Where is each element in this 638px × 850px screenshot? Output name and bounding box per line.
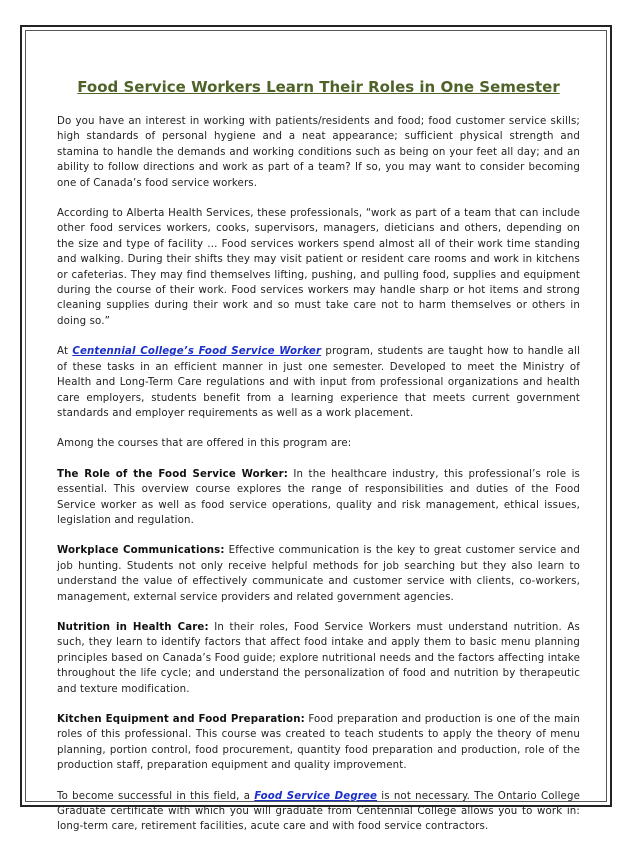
course-description: In the healthcare industry, this professional’s role is essential. This overview course explores the range of responsibilities and duties of the Food Service worker as well as food service operations, quality and risk management, ethical issues, legislation and regulation. (57, 468, 581, 526)
text: To become successful in this field, a (57, 790, 255, 802)
course-description: In their roles, Food Service Workers must understand nutrition. As such, they learn to identify factors that affect food intake and apply them to basic menu planning principles based on Canada’s Food guide; explore nutritional needs and the factors affecting intake throughout the life cycle; and understand the personalization of food and nutrition by therapeutic and texture modification. (57, 621, 580, 695)
course-paragraph (57, 467, 580, 529)
courses-intro: Among the courses that are offered in this program are: (57, 438, 352, 450)
program-link[interactable]: Centennial College’s Food Service Worker (72, 346, 322, 358)
document-body (57, 76, 580, 850)
course-paragraph (57, 543, 580, 605)
quote-paragraph: According to Alberta Health Services, these professionals, “work as part of a team that can include other food services workers, cooks, supervisors, managers, dieticians and others, depending on the size and type of facility … Food services workers spend almost all of their work time standing and walking. During their shifts they may visit patient or resident care rooms and work in kitchens or cafeterias. They may find themselves lifting, pushing, and pulling food, supplies and equipment during the course of their work. Food services workers may handle sharp or hot items and strong cleaning supplies during their work and so must take care not to harm themselves or others in doing so.” (57, 208, 580, 327)
degree-link[interactable]: Food Service Degree (254, 790, 378, 802)
program-paragraph (57, 344, 580, 421)
course-paragraph (57, 620, 580, 697)
text: At (57, 346, 73, 358)
document-title: Food Service Workers Learn Their Roles in One Semester (77, 78, 560, 96)
course-name: Workplace Communications: (57, 545, 225, 557)
closing-paragraph (57, 789, 580, 835)
course-description: Effective communication is the key to great customer service and job hunting. Students not only receive helpful methods for job searching but they also learn to understand the value of effectively communicate and customer service with clients, co-workers, management, external service providers and related government agencies. (57, 545, 580, 603)
course-description: Food preparation and production is one of the main roles of this professional. This course was created to teach students to apply the theory of menu planning, portion control, food procurement, quantity food preparation and production, role of the production staff, preparation equipment and quality improvement. (57, 714, 580, 772)
course-name: The Role of the Food Service Worker: (57, 468, 289, 480)
course-name: Kitchen Equipment and Food Preparation: (57, 714, 305, 725)
intro-paragraph: Do you have an interest in working with patients/residents and food; food customer service skills; high standards of personal hygiene and a neat appearance; sufficient physical strength and stamina to handle the demands and working conditions such as being on your feet all day; and an ability to follow directions and work as part of a team? If so, you may want to consider becoming one of Canada’s food service workers. (57, 116, 580, 189)
text: program, students are taught how to handle all of these tasks in an efficient manner in just one semester. Developed to meet the Ministry of Health and Long-Term Care regulations and with input from professional organizations and health care employers, students benefit from a learning experience that meets current government standards and employer requirements as well as a work placement. (57, 346, 580, 419)
text: is not necessary. The Ontario College Graduate certificate with which you will graduate from Centennial College allows you to work in: long-term care, retirement facilities, acute care and with food service contractors. (57, 790, 580, 833)
course-name: Nutrition in Health Care: (57, 621, 209, 633)
course-paragraph (57, 712, 580, 774)
